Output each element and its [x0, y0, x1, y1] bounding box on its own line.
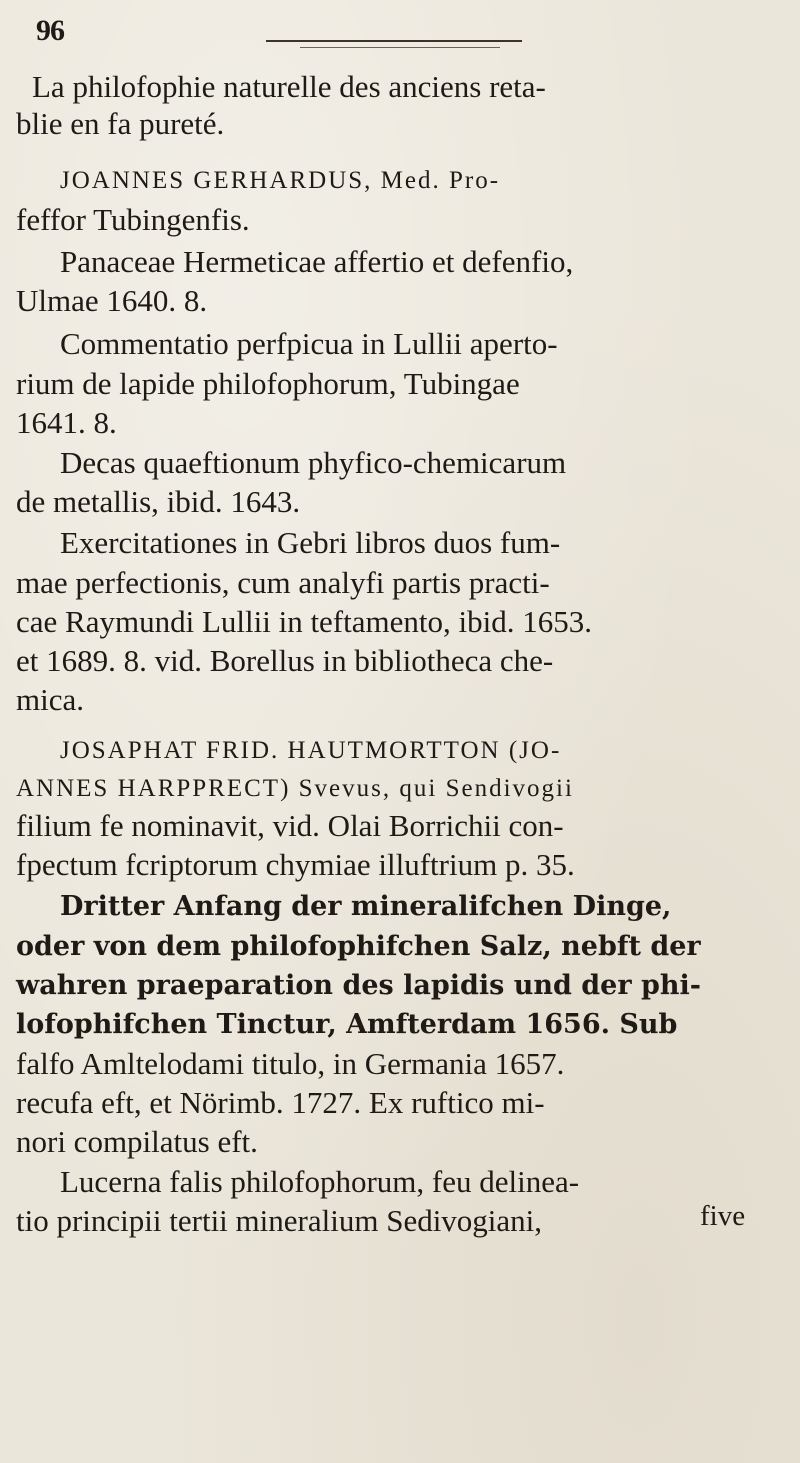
text-line-21: Dritter Anfang der mineralifchen Dinge,: [60, 891, 672, 922]
author-heading-hautmortton: JOSAPHAT FRID. HAUTMORTTON (JO-: [60, 737, 562, 764]
text-line-26: recufa eft, et Nörimb. 1727. Ex ruftico mi-: [16, 1085, 545, 1120]
text-line-7: Commentatio perfpicua in Lullii aperto-: [60, 326, 558, 361]
author-heading-gerhardus: JOANNES GERHARDUS, Med. Pro-: [60, 167, 501, 194]
text-line-24: lofophifchen Tinctur, Amfterdam 1656. Sub: [16, 1009, 678, 1040]
text-line-12: Exercitationes in Gebri libros duos fum-: [60, 525, 561, 560]
text-line-14: cae Raymundi Lullii in teftamento, ibid. 1653.: [16, 604, 592, 639]
text-line-19: filium fe nominavit, vid. Olai Borrichii con-: [16, 808, 564, 843]
text-line-11: de metallis, ibid. 1643.: [16, 484, 301, 519]
text-line-9: 1641. 8.: [16, 405, 117, 440]
text-line-8: rium de lapide philofophorum, Tubingae: [16, 366, 520, 401]
text-line-20: fpectum fcriptorum chymiae illuftrium p. 35.: [16, 847, 575, 882]
text-line-29: tio principii tertii mineralium Sedivogiani,: [16, 1203, 543, 1238]
text-line-1: La philofophie naturelle des anciens reta-: [32, 69, 546, 104]
text-line-10: Decas quaeftionum phyfico-chemicarum: [60, 445, 567, 480]
header-ornament-rule-secondary: [300, 47, 500, 48]
text-line-22: oder von dem philofophifchen Salz, nebft der: [16, 931, 701, 962]
text-line-4: feffor Tubingenfis.: [16, 202, 250, 237]
header-ornament-rule: [266, 40, 522, 42]
text-line-5: Panaceae Hermeticae affertio et defenfio,: [60, 244, 574, 279]
text-line-2: blie en fa pureté.: [16, 106, 225, 141]
text-line-25: falfo Amltelodami titulo, in Germania 1657.: [16, 1046, 565, 1081]
page-number: 96: [36, 14, 64, 47]
text-line-28: Lucerna falis philofophorum, feu delinea-: [60, 1164, 580, 1199]
text-line-15: et 1689. 8. vid. Borellus in bibliotheca che-: [16, 643, 554, 678]
text-line-16: mica.: [16, 682, 84, 717]
text-line-6: Ulmae 1640. 8.: [16, 283, 208, 318]
text-line-23: wahren praeparation des lapidis und der phi-: [16, 970, 701, 1001]
catchword: five: [700, 1200, 746, 1232]
text-line-27: nori compilatus eft.: [16, 1124, 258, 1159]
text-line-13: mae perfectionis, cum analyfi partis practi-: [16, 565, 550, 600]
text-line-18: ANNES HARPPRECT) Svevus, qui Sendivogii: [16, 775, 574, 802]
